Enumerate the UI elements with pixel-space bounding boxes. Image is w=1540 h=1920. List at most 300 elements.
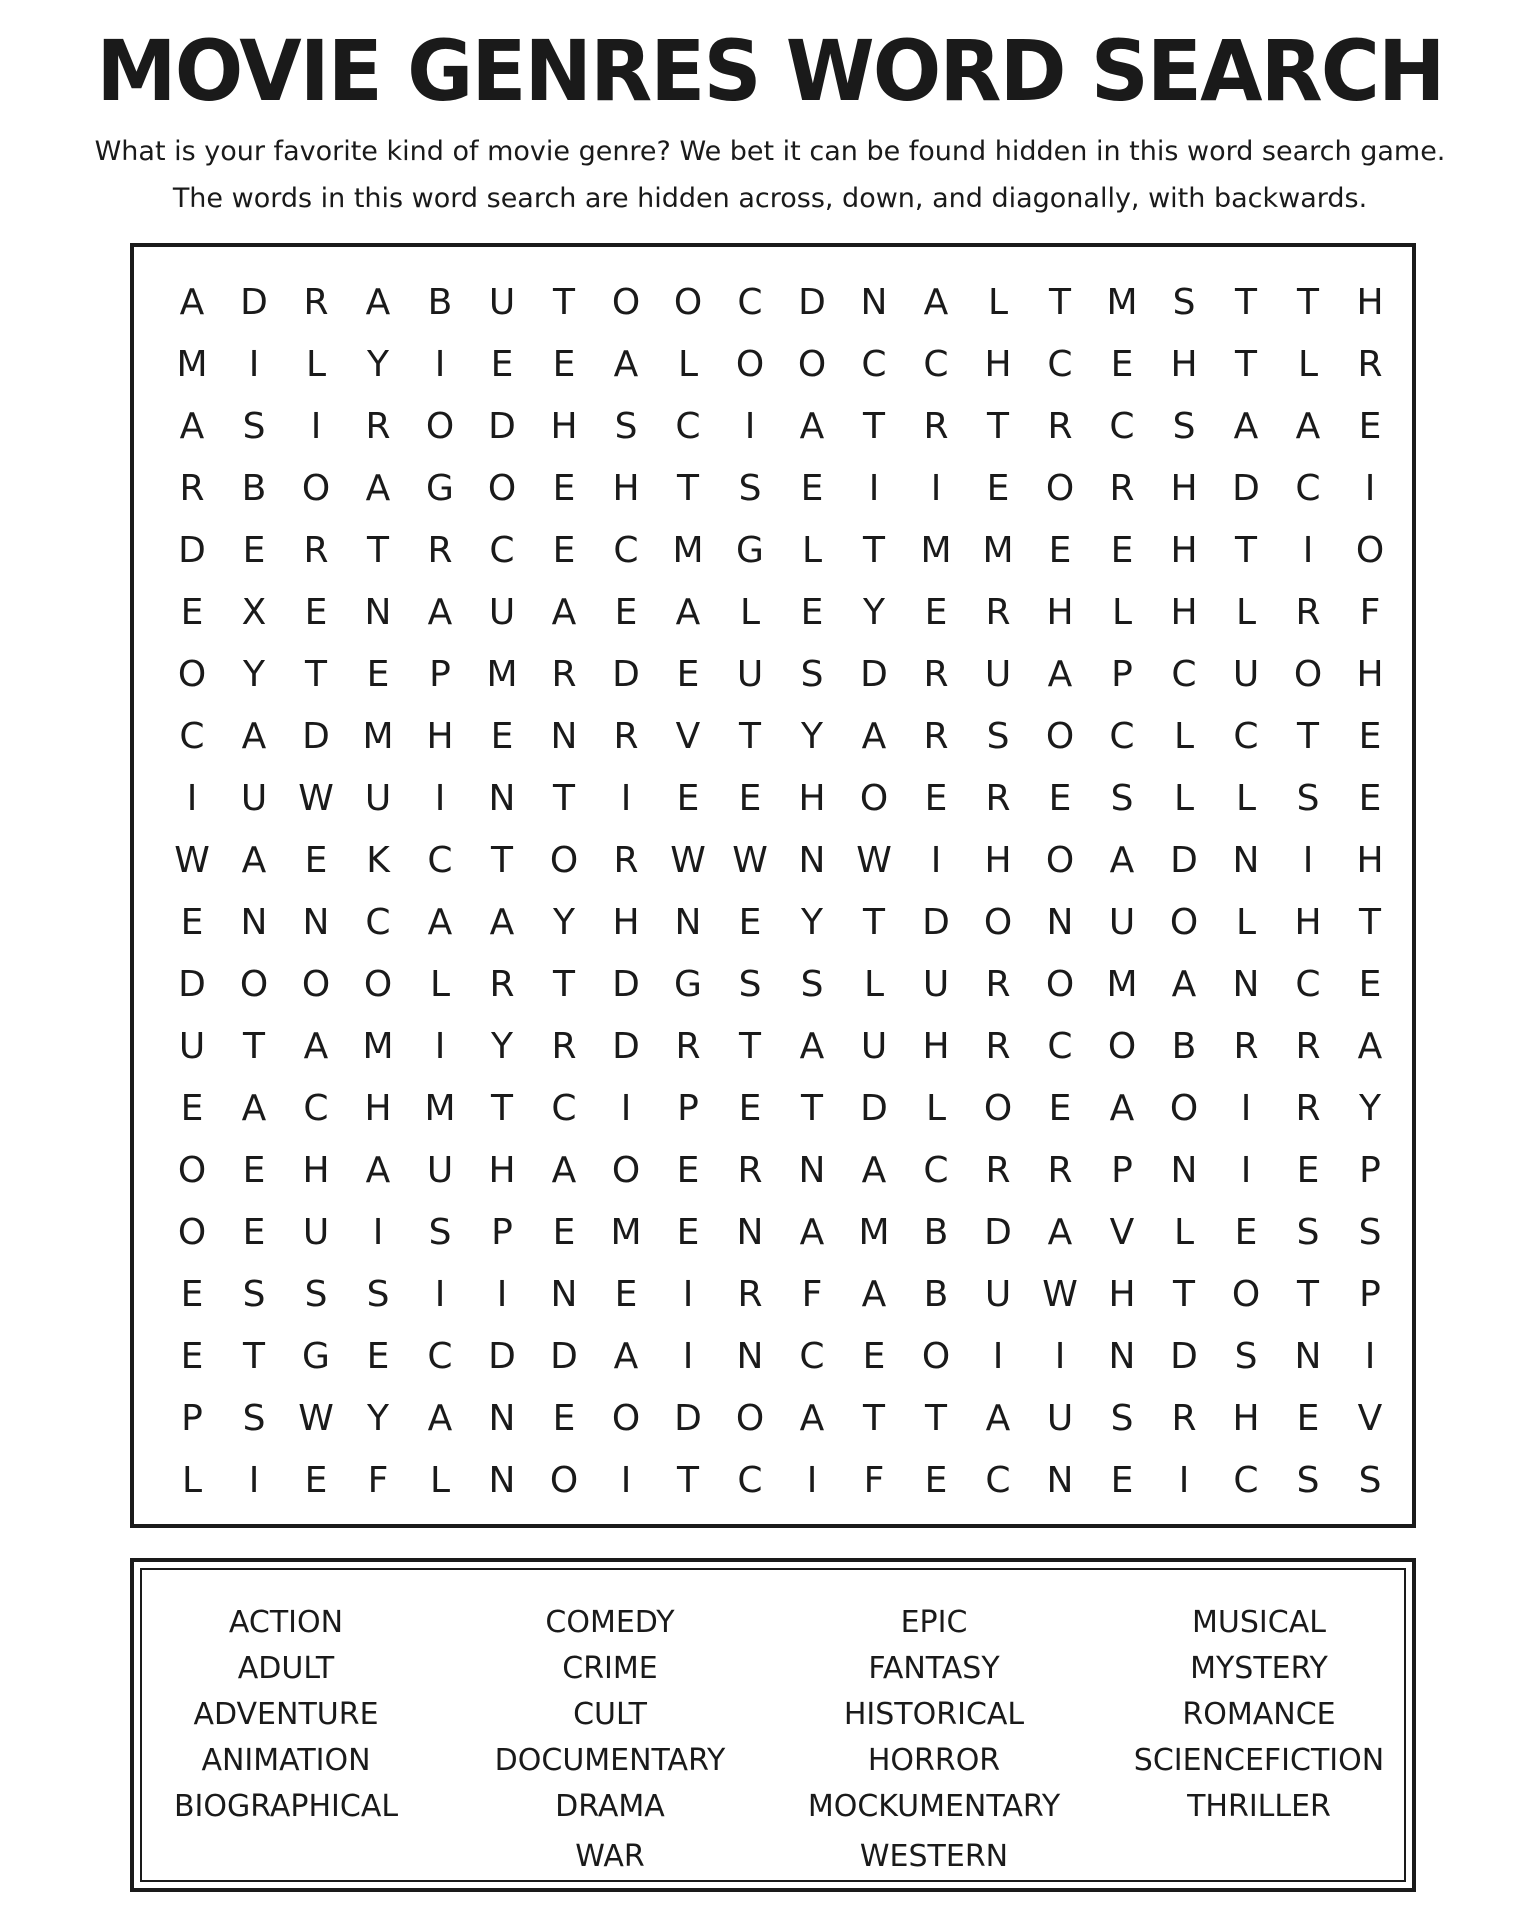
grid-letter-r8-c9[interactable]: E <box>738 778 762 819</box>
grid-letter-r4-c5[interactable]: C <box>489 530 515 571</box>
grid-letter-r9-c2[interactable]: E <box>304 840 328 881</box>
grid-letter-r16-c10[interactable]: F <box>801 1274 823 1315</box>
grid-letter-r17-c2[interactable]: G <box>302 1336 330 1377</box>
grid-letter-r17-c5[interactable]: D <box>488 1336 516 1377</box>
grid-letter-r0-c18[interactable]: T <box>1297 282 1319 323</box>
grid-letter-r1-c16[interactable]: H <box>1170 344 1198 385</box>
grid-letter-r16-c14[interactable]: W <box>1042 1274 1078 1315</box>
grid-letter-r18-c5[interactable]: N <box>488 1398 516 1439</box>
grid-letter-r0-c6[interactable]: T <box>553 282 575 323</box>
grid-letter-r1-c8[interactable]: L <box>677 344 699 385</box>
grid-letter-r4-c0[interactable]: D <box>178 530 206 571</box>
grid-letter-r10-c17[interactable]: L <box>1235 902 1257 943</box>
grid-letter-r8-c4[interactable]: I <box>434 778 446 819</box>
grid-letter-r8-c10[interactable]: H <box>798 778 826 819</box>
grid-letter-r1-c4[interactable]: I <box>434 344 446 385</box>
grid-letter-r6-c14[interactable]: A <box>1047 654 1073 695</box>
grid-letter-r9-c17[interactable]: N <box>1232 840 1260 881</box>
grid-letter-r15-c13[interactable]: D <box>984 1212 1012 1253</box>
grid-letter-r12-c6[interactable]: R <box>551 1026 577 1067</box>
grid-letter-r18-c2[interactable]: W <box>298 1398 334 1439</box>
grid-letter-r14-c18[interactable]: E <box>1296 1150 1320 1191</box>
grid-letter-r7-c10[interactable]: Y <box>801 716 823 757</box>
grid-letter-r9-c0[interactable]: W <box>174 840 210 881</box>
grid-letter-r16-c15[interactable]: H <box>1108 1274 1136 1315</box>
grid-letter-r13-c13[interactable]: O <box>983 1088 1013 1129</box>
grid-letter-r9-c1[interactable]: A <box>241 840 267 881</box>
grid-letter-r19-c13[interactable]: C <box>985 1460 1011 1501</box>
grid-letter-r0-c4[interactable]: B <box>427 282 453 323</box>
grid-letter-r18-c6[interactable]: E <box>552 1398 576 1439</box>
grid-letter-r2-c8[interactable]: C <box>675 406 701 447</box>
grid-letter-r4-c4[interactable]: R <box>427 530 453 571</box>
grid-letter-r16-c12[interactable]: B <box>923 1274 949 1315</box>
grid-letter-r16-c4[interactable]: I <box>434 1274 446 1315</box>
grid-letter-r13-c2[interactable]: C <box>303 1088 329 1129</box>
grid-letter-r9-c7[interactable]: R <box>613 840 639 881</box>
grid-letter-r7-c9[interactable]: T <box>739 716 761 757</box>
grid-letter-r15-c2[interactable]: U <box>302 1212 330 1253</box>
grid-letter-r1-c2[interactable]: L <box>305 344 327 385</box>
grid-letter-r7-c19[interactable]: E <box>1358 716 1382 757</box>
grid-letter-r17-c13[interactable]: I <box>992 1336 1004 1377</box>
grid-letter-r6-c12[interactable]: R <box>923 654 949 695</box>
grid-letter-r10-c11[interactable]: T <box>863 902 885 943</box>
grid-letter-r1-c15[interactable]: E <box>1110 344 1134 385</box>
grid-letter-r2-c11[interactable]: T <box>863 406 885 447</box>
grid-letter-r6-c3[interactable]: E <box>366 654 390 695</box>
grid-letter-r15-c7[interactable]: M <box>610 1212 642 1253</box>
grid-letter-r7-c6[interactable]: N <box>550 716 578 757</box>
grid-letter-r13-c15[interactable]: A <box>1109 1088 1135 1129</box>
grid-letter-r6-c16[interactable]: C <box>1171 654 1197 695</box>
grid-letter-r16-c5[interactable]: I <box>496 1274 508 1315</box>
grid-letter-r17-c4[interactable]: C <box>427 1336 453 1377</box>
grid-letter-r4-c1[interactable]: E <box>242 530 266 571</box>
grid-letter-r17-c7[interactable]: A <box>613 1336 639 1377</box>
grid-letter-r7-c18[interactable]: T <box>1297 716 1319 757</box>
grid-letter-r13-c8[interactable]: P <box>677 1088 699 1129</box>
grid-letter-r8-c1[interactable]: U <box>240 778 268 819</box>
grid-letter-r11-c5[interactable]: R <box>489 964 515 1005</box>
grid-letter-r9-c6[interactable]: O <box>549 840 579 881</box>
grid-letter-r19-c15[interactable]: E <box>1110 1460 1134 1501</box>
grid-letter-r7-c11[interactable]: A <box>861 716 887 757</box>
grid-letter-r9-c9[interactable]: W <box>732 840 768 881</box>
grid-letter-r18-c11[interactable]: T <box>863 1398 885 1439</box>
grid-letter-r13-c6[interactable]: C <box>551 1088 577 1129</box>
grid-letter-r9-c8[interactable]: W <box>670 840 706 881</box>
grid-letter-r7-c8[interactable]: V <box>675 716 701 757</box>
grid-letter-r7-c5[interactable]: E <box>490 716 514 757</box>
grid-letter-r0-c19[interactable]: H <box>1356 282 1384 323</box>
grid-letter-r5-c2[interactable]: E <box>304 592 328 633</box>
grid-letter-r15-c14[interactable]: A <box>1047 1212 1073 1253</box>
grid-letter-r0-c10[interactable]: D <box>798 282 826 323</box>
grid-letter-r1-c10[interactable]: O <box>797 344 827 385</box>
grid-letter-r6-c0[interactable]: O <box>177 654 207 695</box>
grid-letter-r2-c6[interactable]: H <box>550 406 578 447</box>
grid-letter-r4-c17[interactable]: T <box>1235 530 1257 571</box>
grid-letter-r15-c19[interactable]: S <box>1358 1212 1382 1253</box>
grid-letter-r12-c13[interactable]: R <box>985 1026 1011 1067</box>
grid-letter-r17-c10[interactable]: C <box>799 1336 825 1377</box>
grid-letter-r7-c4[interactable]: H <box>426 716 454 757</box>
grid-letter-r7-c12[interactable]: R <box>923 716 949 757</box>
grid-letter-r3-c17[interactable]: D <box>1232 468 1260 509</box>
grid-letter-r12-c15[interactable]: O <box>1107 1026 1137 1067</box>
grid-letter-r18-c19[interactable]: V <box>1357 1398 1383 1439</box>
grid-letter-r6-c6[interactable]: R <box>551 654 577 695</box>
grid-letter-r18-c12[interactable]: T <box>925 1398 947 1439</box>
grid-letter-r12-c2[interactable]: A <box>303 1026 329 1067</box>
grid-letter-r14-c9[interactable]: R <box>737 1150 763 1191</box>
grid-letter-r14-c12[interactable]: C <box>923 1150 949 1191</box>
grid-letter-r14-c14[interactable]: R <box>1047 1150 1073 1191</box>
grid-letter-r0-c11[interactable]: N <box>860 282 888 323</box>
grid-letter-r0-c17[interactable]: T <box>1235 282 1257 323</box>
grid-letter-r13-c3[interactable]: H <box>364 1088 392 1129</box>
grid-letter-r10-c18[interactable]: H <box>1294 902 1322 943</box>
grid-letter-r3-c12[interactable]: I <box>930 468 942 509</box>
grid-letter-r2-c2[interactable]: I <box>310 406 322 447</box>
grid-letter-r1-c14[interactable]: C <box>1047 344 1073 385</box>
grid-letter-r4-c6[interactable]: E <box>552 530 576 571</box>
grid-letter-r3-c8[interactable]: T <box>677 468 699 509</box>
grid-letter-r8-c19[interactable]: E <box>1358 778 1382 819</box>
grid-letter-r19-c19[interactable]: S <box>1358 1460 1382 1501</box>
grid-letter-r5-c4[interactable]: A <box>427 592 453 633</box>
grid-letter-r2-c15[interactable]: C <box>1109 406 1135 447</box>
grid-letter-r12-c5[interactable]: Y <box>491 1026 513 1067</box>
grid-letter-r13-c9[interactable]: E <box>738 1088 762 1129</box>
grid-letter-r3-c16[interactable]: H <box>1170 468 1198 509</box>
grid-letter-r0-c16[interactable]: S <box>1172 282 1196 323</box>
grid-letter-r11-c15[interactable]: M <box>1106 964 1138 1005</box>
grid-letter-r11-c13[interactable]: R <box>985 964 1011 1005</box>
grid-letter-r17-c17[interactable]: S <box>1234 1336 1258 1377</box>
grid-letter-r14-c4[interactable]: U <box>426 1150 454 1191</box>
grid-letter-r2-c13[interactable]: T <box>987 406 1009 447</box>
grid-letter-r2-c14[interactable]: R <box>1047 406 1073 447</box>
grid-letter-r0-c3[interactable]: A <box>365 282 391 323</box>
grid-letter-r17-c16[interactable]: D <box>1170 1336 1198 1377</box>
grid-letter-r1-c11[interactable]: C <box>861 344 887 385</box>
grid-letter-r9-c11[interactable]: W <box>856 840 892 881</box>
grid-letter-r11-c14[interactable]: O <box>1045 964 1075 1005</box>
grid-letter-r7-c15[interactable]: C <box>1109 716 1135 757</box>
grid-letter-r18-c3[interactable]: Y <box>367 1398 389 1439</box>
grid-letter-r1-c19[interactable]: R <box>1357 344 1383 385</box>
grid-letter-r13-c0[interactable]: E <box>180 1088 204 1129</box>
grid-letter-r3-c13[interactable]: E <box>986 468 1010 509</box>
grid-letter-r8-c17[interactable]: L <box>1235 778 1257 819</box>
grid-letter-r18-c4[interactable]: A <box>427 1398 453 1439</box>
grid-letter-r17-c19[interactable]: I <box>1364 1336 1376 1377</box>
grid-letter-r18-c14[interactable]: U <box>1046 1398 1074 1439</box>
grid-letter-r4-c18[interactable]: I <box>1302 530 1314 571</box>
grid-letter-r10-c9[interactable]: E <box>738 902 762 943</box>
grid-letter-r7-c16[interactable]: L <box>1173 716 1195 757</box>
grid-letter-r6-c11[interactable]: D <box>860 654 888 695</box>
grid-letter-r2-c10[interactable]: A <box>799 406 825 447</box>
grid-letter-r1-c7[interactable]: A <box>613 344 639 385</box>
grid-letter-r14-c5[interactable]: H <box>488 1150 516 1191</box>
grid-letter-r2-c0[interactable]: A <box>179 406 205 447</box>
grid-letter-r16-c18[interactable]: T <box>1297 1274 1319 1315</box>
grid-letter-r16-c9[interactable]: R <box>737 1274 763 1315</box>
grid-letter-r5-c18[interactable]: R <box>1295 592 1321 633</box>
grid-letter-r8-c5[interactable]: N <box>488 778 516 819</box>
grid-letter-r2-c5[interactable]: D <box>488 406 516 447</box>
grid-letter-r6-c1[interactable]: Y <box>243 654 265 695</box>
grid-letter-r8-c13[interactable]: R <box>985 778 1011 819</box>
grid-letter-r3-c6[interactable]: E <box>552 468 576 509</box>
grid-letter-r11-c1[interactable]: O <box>239 964 269 1005</box>
grid-letter-r6-c10[interactable]: S <box>800 654 824 695</box>
grid-letter-r8-c6[interactable]: T <box>553 778 575 819</box>
grid-letter-r15-c6[interactable]: E <box>552 1212 576 1253</box>
grid-letter-r1-c18[interactable]: L <box>1297 344 1319 385</box>
grid-letter-r15-c15[interactable]: V <box>1109 1212 1135 1253</box>
grid-letter-r8-c2[interactable]: W <box>298 778 334 819</box>
grid-letter-r4-c14[interactable]: E <box>1048 530 1072 571</box>
grid-letter-r19-c10[interactable]: I <box>806 1460 818 1501</box>
grid-letter-r14-c13[interactable]: R <box>985 1150 1011 1191</box>
grid-letter-r7-c14[interactable]: O <box>1045 716 1075 757</box>
grid-letter-r2-c4[interactable]: O <box>425 406 455 447</box>
grid-letter-r0-c0[interactable]: A <box>179 282 205 323</box>
grid-letter-r8-c0[interactable]: I <box>186 778 198 819</box>
grid-letter-r13-c19[interactable]: Y <box>1359 1088 1381 1129</box>
grid-letter-r15-c17[interactable]: E <box>1234 1212 1258 1253</box>
grid-letter-r10-c7[interactable]: H <box>612 902 640 943</box>
grid-letter-r5-c19[interactable]: F <box>1359 592 1381 633</box>
grid-letter-r15-c11[interactable]: M <box>858 1212 890 1253</box>
grid-letter-r3-c15[interactable]: R <box>1109 468 1135 509</box>
grid-letter-r4-c19[interactable]: O <box>1355 530 1385 571</box>
grid-letter-r4-c8[interactable]: M <box>672 530 704 571</box>
grid-letter-r11-c9[interactable]: S <box>738 964 762 1005</box>
grid-letter-r10-c4[interactable]: A <box>427 902 453 943</box>
grid-letter-r0-c15[interactable]: M <box>1106 282 1138 323</box>
grid-letter-r17-c8[interactable]: I <box>682 1336 694 1377</box>
grid-letter-r19-c16[interactable]: I <box>1178 1460 1190 1501</box>
grid-letter-r11-c8[interactable]: G <box>674 964 702 1005</box>
grid-letter-r11-c10[interactable]: S <box>800 964 824 1005</box>
grid-letter-r14-c16[interactable]: N <box>1170 1150 1198 1191</box>
grid-letter-r5-c5[interactable]: U <box>488 592 516 633</box>
grid-letter-r8-c3[interactable]: U <box>364 778 392 819</box>
grid-letter-r2-c17[interactable]: A <box>1233 406 1259 447</box>
grid-letter-r6-c7[interactable]: D <box>612 654 640 695</box>
grid-letter-r5-c9[interactable]: L <box>739 592 761 633</box>
grid-letter-r6-c13[interactable]: U <box>984 654 1012 695</box>
grid-letter-r11-c16[interactable]: A <box>1171 964 1197 1005</box>
grid-letter-r16-c8[interactable]: I <box>682 1274 694 1315</box>
grid-letter-r4-c12[interactable]: M <box>920 530 952 571</box>
grid-letter-r11-c17[interactable]: N <box>1232 964 1260 1005</box>
grid-letter-r14-c3[interactable]: A <box>365 1150 391 1191</box>
grid-letter-r16-c16[interactable]: T <box>1173 1274 1195 1315</box>
grid-letter-r15-c18[interactable]: S <box>1296 1212 1320 1253</box>
grid-letter-r0-c2[interactable]: R <box>303 282 329 323</box>
grid-letter-r18-c7[interactable]: O <box>611 1398 641 1439</box>
grid-letter-r6-c9[interactable]: U <box>736 654 764 695</box>
grid-letter-r16-c19[interactable]: P <box>1359 1274 1381 1315</box>
grid-letter-r18-c13[interactable]: A <box>985 1398 1011 1439</box>
grid-letter-r0-c13[interactable]: L <box>987 282 1009 323</box>
grid-letter-r9-c10[interactable]: N <box>798 840 826 881</box>
grid-letter-r16-c2[interactable]: S <box>304 1274 328 1315</box>
grid-letter-r4-c2[interactable]: R <box>303 530 329 571</box>
grid-letter-r14-c0[interactable]: O <box>177 1150 207 1191</box>
grid-letter-r19-c11[interactable]: F <box>863 1460 885 1501</box>
grid-letter-r0-c12[interactable]: A <box>923 282 949 323</box>
grid-letter-r11-c0[interactable]: D <box>178 964 206 1005</box>
grid-letter-r17-c15[interactable]: N <box>1108 1336 1136 1377</box>
grid-letter-r8-c16[interactable]: L <box>1173 778 1195 819</box>
grid-letter-r5-c15[interactable]: L <box>1111 592 1133 633</box>
grid-letter-r0-c7[interactable]: O <box>611 282 641 323</box>
grid-letter-r4-c3[interactable]: T <box>367 530 389 571</box>
grid-letter-r10-c1[interactable]: N <box>240 902 268 943</box>
grid-letter-r16-c3[interactable]: S <box>366 1274 390 1315</box>
grid-letter-r15-c12[interactable]: B <box>923 1212 949 1253</box>
grid-letter-r15-c9[interactable]: N <box>736 1212 764 1253</box>
grid-letter-r12-c16[interactable]: B <box>1171 1026 1197 1067</box>
grid-letter-r2-c16[interactable]: S <box>1172 406 1196 447</box>
grid-letter-r12-c10[interactable]: A <box>799 1026 825 1067</box>
grid-letter-r3-c1[interactable]: B <box>241 468 267 509</box>
grid-letter-r5-c1[interactable]: X <box>241 592 267 633</box>
grid-letter-r9-c13[interactable]: H <box>984 840 1012 881</box>
grid-letter-r13-c17[interactable]: I <box>1240 1088 1252 1129</box>
grid-letter-r11-c18[interactable]: C <box>1295 964 1321 1005</box>
grid-letter-r3-c11[interactable]: I <box>868 468 880 509</box>
grid-letter-r11-c19[interactable]: E <box>1358 964 1382 1005</box>
grid-letter-r19-c5[interactable]: N <box>488 1460 516 1501</box>
grid-letter-r16-c1[interactable]: S <box>242 1274 266 1315</box>
grid-letter-r19-c0[interactable]: L <box>181 1460 203 1501</box>
grid-letter-r3-c7[interactable]: H <box>612 468 640 509</box>
grid-letter-r9-c12[interactable]: I <box>930 840 942 881</box>
grid-letter-r3-c0[interactable]: R <box>179 468 205 509</box>
grid-letter-r19-c1[interactable]: I <box>248 1460 260 1501</box>
grid-letter-r0-c9[interactable]: C <box>737 282 763 323</box>
grid-letter-r10-c19[interactable]: T <box>1359 902 1381 943</box>
grid-letter-r1-c1[interactable]: I <box>248 344 260 385</box>
grid-letter-r14-c6[interactable]: A <box>551 1150 577 1191</box>
grid-letter-r18-c15[interactable]: S <box>1110 1398 1134 1439</box>
grid-letter-r19-c9[interactable]: C <box>737 1460 763 1501</box>
grid-letter-r12-c9[interactable]: T <box>739 1026 761 1067</box>
grid-letter-r6-c15[interactable]: P <box>1111 654 1133 695</box>
grid-letter-r16-c7[interactable]: E <box>614 1274 638 1315</box>
grid-letter-r3-c19[interactable]: I <box>1364 468 1376 509</box>
grid-letter-r17-c11[interactable]: E <box>862 1336 886 1377</box>
grid-letter-r19-c12[interactable]: E <box>924 1460 948 1501</box>
grid-letter-r13-c4[interactable]: M <box>424 1088 456 1129</box>
grid-letter-r10-c2[interactable]: N <box>302 902 330 943</box>
grid-letter-r5-c13[interactable]: R <box>985 592 1011 633</box>
grid-letter-r18-c9[interactable]: O <box>735 1398 765 1439</box>
grid-letter-r3-c2[interactable]: O <box>301 468 331 509</box>
grid-letter-r14-c7[interactable]: O <box>611 1150 641 1191</box>
grid-letter-r1-c13[interactable]: H <box>984 344 1012 385</box>
grid-letter-r11-c12[interactable]: U <box>922 964 950 1005</box>
grid-letter-r10-c16[interactable]: O <box>1169 902 1199 943</box>
grid-letter-r1-c12[interactable]: C <box>923 344 949 385</box>
grid-letter-r17-c1[interactable]: T <box>243 1336 265 1377</box>
grid-letter-r17-c14[interactable]: I <box>1054 1336 1066 1377</box>
grid-letter-r2-c19[interactable]: E <box>1358 406 1382 447</box>
grid-letter-r19-c4[interactable]: L <box>429 1460 451 1501</box>
grid-letter-r9-c14[interactable]: O <box>1045 840 1075 881</box>
grid-letter-r12-c12[interactable]: H <box>922 1026 950 1067</box>
grid-letter-r12-c7[interactable]: D <box>612 1026 640 1067</box>
grid-letter-r0-c1[interactable]: D <box>240 282 268 323</box>
grid-letter-r12-c11[interactable]: U <box>860 1026 888 1067</box>
grid-letter-r5-c11[interactable]: Y <box>863 592 885 633</box>
grid-letter-r6-c19[interactable]: H <box>1356 654 1384 695</box>
grid-letter-r12-c14[interactable]: C <box>1047 1026 1073 1067</box>
grid-letter-r4-c15[interactable]: E <box>1110 530 1134 571</box>
grid-letter-r8-c14[interactable]: E <box>1048 778 1072 819</box>
grid-letter-r7-c0[interactable]: C <box>179 716 205 757</box>
grid-letter-r10-c3[interactable]: C <box>365 902 391 943</box>
grid-letter-r14-c17[interactable]: I <box>1240 1150 1252 1191</box>
grid-letter-r7-c7[interactable]: R <box>613 716 639 757</box>
grid-letter-r14-c1[interactable]: E <box>242 1150 266 1191</box>
grid-letter-r12-c4[interactable]: I <box>434 1026 446 1067</box>
grid-letter-r0-c5[interactable]: U <box>488 282 516 323</box>
grid-letter-r5-c6[interactable]: A <box>551 592 577 633</box>
grid-letter-r19-c18[interactable]: S <box>1296 1460 1320 1501</box>
grid-letter-r13-c11[interactable]: D <box>860 1088 888 1129</box>
grid-letter-r7-c3[interactable]: M <box>362 716 394 757</box>
grid-letter-r14-c8[interactable]: E <box>676 1150 700 1191</box>
grid-letter-r19-c7[interactable]: I <box>620 1460 632 1501</box>
grid-letter-r12-c17[interactable]: R <box>1233 1026 1259 1067</box>
grid-letter-r5-c0[interactable]: E <box>180 592 204 633</box>
grid-letter-r12-c18[interactable]: R <box>1295 1026 1321 1067</box>
grid-letter-r8-c15[interactable]: S <box>1110 778 1134 819</box>
grid-letter-r16-c13[interactable]: U <box>984 1274 1012 1315</box>
grid-letter-r19-c8[interactable]: T <box>677 1460 699 1501</box>
grid-letter-r6-c5[interactable]: M <box>486 654 518 695</box>
grid-letter-r13-c10[interactable]: T <box>801 1088 823 1129</box>
grid-letter-r19-c2[interactable]: E <box>304 1460 328 1501</box>
grid-letter-r5-c16[interactable]: H <box>1170 592 1198 633</box>
grid-letter-r14-c2[interactable]: H <box>302 1150 330 1191</box>
grid-letter-r6-c17[interactable]: U <box>1232 654 1260 695</box>
grid-letter-r12-c0[interactable]: U <box>178 1026 206 1067</box>
grid-letter-r0-c8[interactable]: O <box>673 282 703 323</box>
grid-letter-r18-c8[interactable]: D <box>674 1398 702 1439</box>
grid-letter-r11-c2[interactable]: O <box>301 964 331 1005</box>
grid-letter-r17-c12[interactable]: O <box>921 1336 951 1377</box>
grid-letter-r12-c19[interactable]: A <box>1357 1026 1383 1067</box>
grid-letter-r9-c15[interactable]: A <box>1109 840 1135 881</box>
grid-letter-r17-c0[interactable]: E <box>180 1336 204 1377</box>
grid-letter-r5-c8[interactable]: A <box>675 592 701 633</box>
grid-letter-r6-c18[interactable]: O <box>1293 654 1323 695</box>
grid-letter-r4-c13[interactable]: M <box>982 530 1014 571</box>
grid-letter-r19-c3[interactable]: F <box>367 1460 389 1501</box>
grid-letter-r3-c9[interactable]: S <box>738 468 762 509</box>
grid-letter-r2-c7[interactable]: S <box>614 406 638 447</box>
